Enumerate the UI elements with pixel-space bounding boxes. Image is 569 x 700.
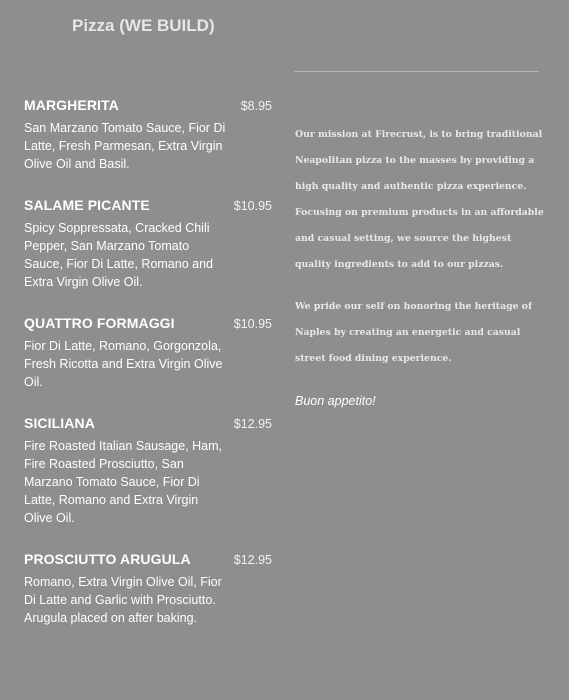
item-price: $8.95 (240, 99, 272, 113)
item-description: Romano, Extra Virgin Olive Oil, Fior Di Latte and Garlic with Prosciutto. Arugula placed on after baking. (24, 575, 222, 625)
item-name: MARGHERITA (24, 97, 119, 113)
item-description: Spicy Soppressata, Cracked Chili Pepper, San Marzano Tomato Sauce, Fior Di Latte, Romano and Extra Virgin Olive Oil. (24, 221, 213, 289)
section-title: Pizza (WE BUILD) (72, 16, 215, 35)
signoff-text: Buon appetito! (295, 394, 376, 408)
menu-item-margherita (24, 97, 272, 173)
menu-item-prosciutto-arugula (24, 551, 272, 627)
menu-item-quattro-formaggi (24, 315, 272, 391)
menu-list (24, 97, 272, 651)
item-price: $12.95 (233, 417, 272, 431)
about-paragraph-mission: Our mission at Firecrust, is to bring traditional Neapolitan pizza to the masses by providing a high quality and authentic pizza experience. Focusing on premium products in an affordable and casual setting, we source the highest quality ingredients to add to our pizzas. (295, 129, 544, 270)
item-description: Fire Roasted Italian Sausage, Ham, Fire Roasted Prosciutto, San Marzano Tomato Sauce, Fior Di Latte, Romano and Extra Virgin Olive Oil. (24, 439, 223, 525)
item-name: PROSCIUTTO ARUGULA (24, 551, 191, 567)
item-price: $12.95 (233, 553, 272, 567)
item-name: SALAME PICANTE (24, 197, 150, 213)
menu-item-salame-picante (24, 197, 272, 291)
item-price: $10.95 (233, 317, 272, 331)
item-description: Fior Di Latte, Romano, Gorgonzola, Fresh Ricotta and Extra Virgin Olive Oil. (24, 339, 223, 389)
item-name: QUATTRO FORMAGGI (24, 315, 175, 331)
about-paragraph-heritage: We pride our self on honoring the heritage of Naples by creating an energetic and casual street food dining experience. (295, 301, 532, 364)
about-section (295, 122, 545, 430)
menu-item-siciliana (24, 415, 272, 527)
item-name: SICILIANA (24, 415, 95, 431)
item-price: $10.95 (233, 199, 272, 213)
item-description: San Marzano Tomato Sauce, Fior Di Latte, Fresh Parmesan, Extra Virgin Olive Oil and Basil. (24, 121, 226, 171)
divider (294, 71, 539, 72)
